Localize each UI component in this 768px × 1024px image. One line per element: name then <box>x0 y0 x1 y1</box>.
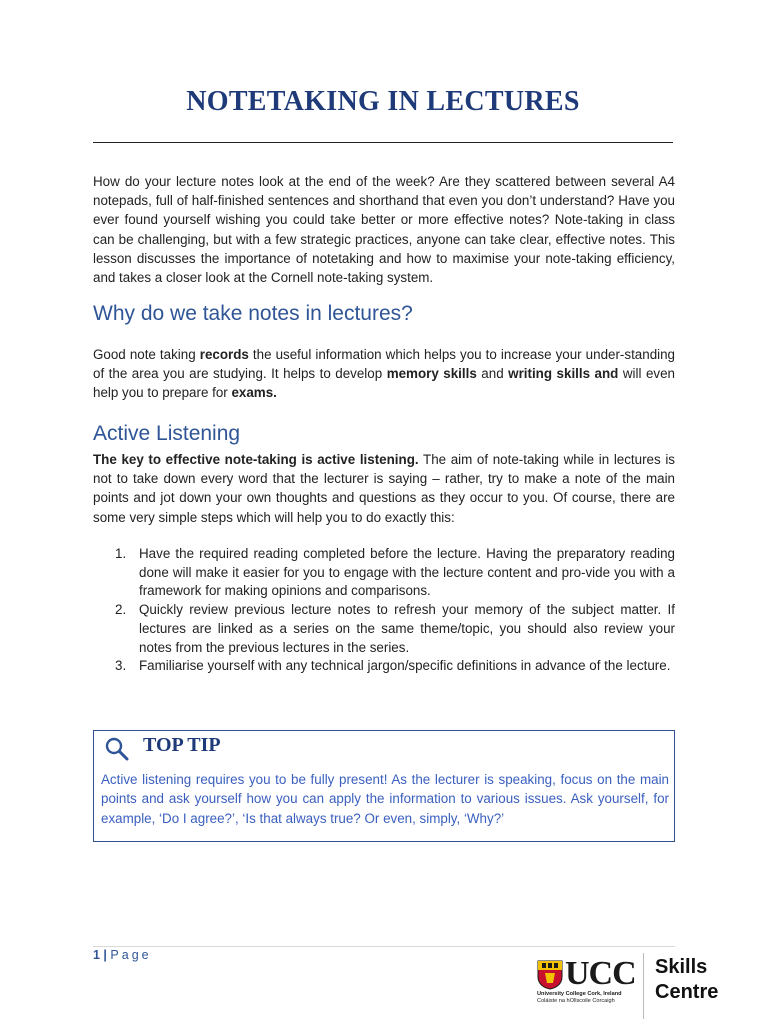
list-number: 2. <box>115 602 127 618</box>
skills-label: Skills <box>655 956 708 978</box>
footer-logo-divider <box>643 953 644 1019</box>
why-text-1: Good note taking <box>93 347 200 362</box>
why-paragraph <box>93 345 675 403</box>
list-item-text: Familiarise yourself with any technical jargon/specific definitions in advance of the lecture. <box>139 658 671 674</box>
logo-subtitle-irish: Coláiste na hOllscoile Corcaigh <box>537 998 615 1004</box>
top-tip-text: Active listening requires you to be fully present! As the lecturer is speaking, focus on the main points and ask yourself how you can apply the information to various issues. Ask yourself, for example, ‘Do I agree?’, ‘Is that always true? Or even, simply, ‘Why?’ <box>101 772 669 826</box>
intro-paragraph: How do your lecture notes look at the end of the week? Are they scattered between several A4 notepads, full of half-finished sentences and shorthand that even you don’t understand? Have you ever found yourself wishing you could take better or more effective notes? Note-taking in class can be challenging, but with a few strategic practices, anyone can take clear, effective notes. This lesson discusses the importance of notetaking and how to maximise your note-taking efficiency, and takes a closer look at the Cornell note-taking system. <box>93 174 675 286</box>
footer-divider <box>93 946 675 947</box>
steps-list <box>93 545 675 676</box>
list-item-text: Have the required reading completed before the lecture. Having the preparatory reading done will make it easier for you to engage with the lecture content and pro-vide you with a framework for making opinions and comparisons. <box>139 546 675 599</box>
page-word: Page <box>110 948 152 962</box>
section-heading-active-listening: Active Listening <box>93 422 241 445</box>
why-bold-writing: writing skills and <box>508 366 619 382</box>
why-bold-records: records <box>199 347 249 362</box>
logo-wordmark: UCC <box>565 955 636 992</box>
ucc-logo <box>537 955 636 1008</box>
top-tip-box <box>93 730 675 842</box>
list-item <box>93 601 675 657</box>
list-number: 1. <box>115 546 127 561</box>
why-bold-exams: exams. <box>231 385 277 401</box>
list-item-text: Quickly review previous lecture notes to refresh your memory of the subject matter. If lectures are linked as a series on the same theme/topic, you should also review your notes from the previous lectures in the series. <box>139 602 675 655</box>
page-number-label <box>93 948 152 962</box>
list-number: 3. <box>115 658 127 674</box>
page-separator: | <box>99 948 111 962</box>
crest-icon <box>537 960 563 990</box>
magnifier-icon <box>104 736 130 762</box>
active-listening-lead: The key to effective note-taking is active listening. <box>93 452 419 467</box>
list-item <box>93 657 675 676</box>
top-tip-title: TOP TIP <box>143 734 221 756</box>
section-heading-why: Why do we take notes in lectures? <box>93 302 413 325</box>
title-underline <box>93 142 673 143</box>
why-text-3: and <box>476 366 509 382</box>
active-listening-body: The aim of note-taking while in lectures is not to take down every word that the lecturer is saying – rather, try to make a note of the main points and jot down your own thoughts and questions as they occur to you. Of course, there are some very simple steps which will help you to do exactly this: <box>93 452 676 525</box>
why-text-2: the useful information which helps you to increase your under-standing of the area you are studying. It helps to develop <box>93 347 676 382</box>
why-bold-memory: memory skills <box>386 366 477 382</box>
logo-subtitle-english: University College Cork, Ireland <box>537 991 622 997</box>
page-number: 1 <box>93 948 100 962</box>
active-listening-paragraph <box>93 450 675 527</box>
list-item <box>93 545 675 601</box>
centre-label: Centre <box>655 981 719 1003</box>
skills-centre-label <box>655 955 718 1005</box>
why-text-4: will even help you to prepare for <box>93 366 675 401</box>
page-title: NOTETAKING IN LECTURES <box>186 86 580 117</box>
